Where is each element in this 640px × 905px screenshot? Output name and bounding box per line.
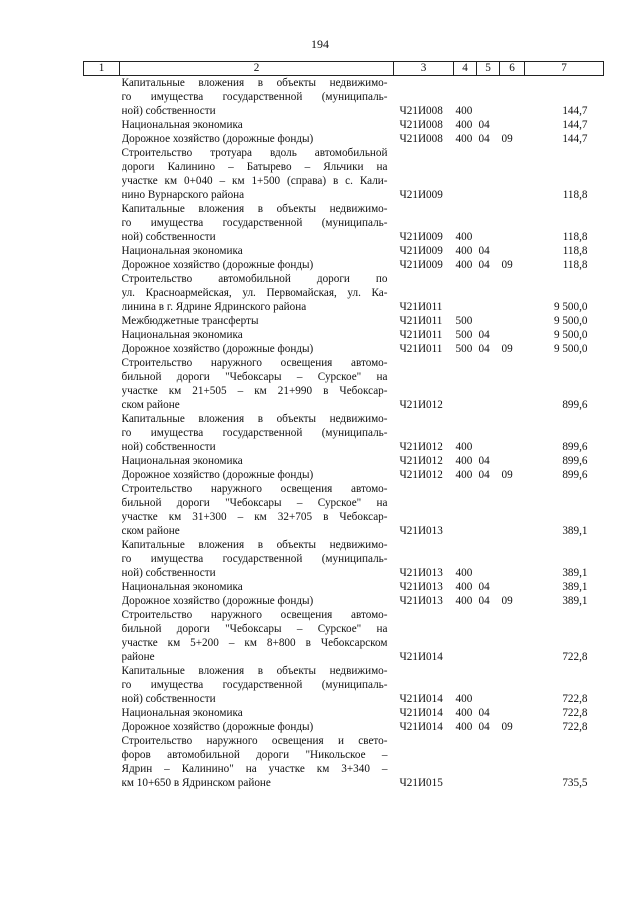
row-name-line: Строительство наружного освещения и свето- bbox=[121, 735, 388, 747]
row-code: Ч21И014 bbox=[399, 707, 443, 719]
row-name-line: форов автомобильной дороги "Никольское – bbox=[121, 749, 388, 761]
row-code: Ч21И009 bbox=[399, 245, 443, 257]
row-name-line: ском районе bbox=[121, 399, 180, 411]
row-name-line: Национальная экономика bbox=[121, 245, 243, 257]
row-col5: 04 bbox=[478, 707, 490, 719]
row-code: Ч21И012 bbox=[399, 469, 443, 481]
row-col4 bbox=[454, 608, 477, 664]
row-name bbox=[120, 342, 394, 356]
row-code: Ч21И013 bbox=[399, 581, 443, 593]
row-col5: 04 bbox=[478, 721, 490, 733]
row-col4 bbox=[454, 146, 477, 202]
row-name-line: Дорожное хозяйство (дорожные фонды) bbox=[121, 133, 314, 145]
row-col5 bbox=[477, 356, 500, 412]
row-name bbox=[120, 328, 394, 342]
row-name-line: Национальная экономика bbox=[121, 119, 243, 131]
row-code: Ч21И011 bbox=[399, 315, 443, 327]
row-name bbox=[120, 720, 394, 734]
table-row bbox=[84, 720, 604, 734]
table-row bbox=[84, 118, 604, 132]
row-name bbox=[120, 468, 394, 482]
row-col6: 09 bbox=[501, 133, 513, 145]
table-row bbox=[84, 706, 604, 720]
row-code: Ч21И011 bbox=[399, 301, 443, 313]
table-row bbox=[84, 132, 604, 146]
row-name-line: ной) собственности bbox=[121, 693, 216, 705]
row-col6: 09 bbox=[501, 595, 513, 607]
row-amount: 9 500,0 bbox=[553, 315, 588, 327]
row-col6 bbox=[500, 734, 525, 790]
cell-col1 bbox=[84, 664, 120, 706]
row-name-line: го имущества государственной (муниципаль- bbox=[121, 217, 388, 229]
row-col4: 400 bbox=[455, 231, 473, 243]
row-name-line: Дорожное хозяйство (дорожные фонды) bbox=[121, 469, 314, 481]
row-col4: 400 bbox=[455, 441, 473, 453]
row-col4: 400 bbox=[455, 455, 473, 467]
row-name-line: го имущества государственной (муниципаль- bbox=[121, 553, 388, 565]
row-name bbox=[120, 314, 394, 328]
row-name bbox=[120, 538, 394, 580]
row-col5: 04 bbox=[478, 133, 490, 145]
row-name-line: Межбюджетные трансферты bbox=[121, 315, 259, 327]
row-col6 bbox=[500, 118, 525, 132]
row-col6: 09 bbox=[501, 343, 513, 355]
cell-col1 bbox=[84, 202, 120, 244]
row-name-line: ной) собственности bbox=[121, 231, 216, 243]
row-name-line: дороги Калинино – Батырево – Яльчики на bbox=[121, 161, 388, 173]
row-col5: 04 bbox=[478, 595, 490, 607]
row-col5 bbox=[477, 146, 500, 202]
row-name-line: участке км 21+505 – км 21+990 в Чебоксар- bbox=[121, 385, 388, 397]
row-col4: 400 bbox=[455, 581, 473, 593]
cell-col1 bbox=[84, 118, 120, 132]
table-row bbox=[84, 468, 604, 482]
row-code: Ч21И011 bbox=[399, 329, 443, 341]
cell-col1 bbox=[84, 146, 120, 202]
row-col5 bbox=[477, 202, 500, 244]
row-name-line: Капитальные вложения в объекты недвижимо- bbox=[121, 665, 388, 677]
table-row bbox=[84, 454, 604, 468]
table-body bbox=[84, 76, 604, 791]
table-row bbox=[84, 356, 604, 412]
row-col4 bbox=[454, 734, 477, 790]
row-code: Ч21И014 bbox=[399, 721, 443, 733]
row-col5 bbox=[477, 734, 500, 790]
row-code: Ч21И014 bbox=[399, 693, 443, 705]
row-name bbox=[120, 118, 394, 132]
row-name-line: Строительство наружного освещения автомо- bbox=[121, 483, 388, 495]
row-amount: 9 500,0 bbox=[553, 329, 588, 341]
row-name-line: Ядрин – Калинино" на участке км 3+340 – bbox=[121, 763, 388, 775]
row-name bbox=[120, 482, 394, 538]
table-row bbox=[84, 608, 604, 664]
row-name bbox=[120, 132, 394, 146]
header-cell: 1 bbox=[84, 62, 120, 76]
table-row bbox=[84, 202, 604, 244]
row-code: Ч21И012 bbox=[399, 399, 443, 411]
row-col4 bbox=[454, 356, 477, 412]
header-cell: 2 bbox=[120, 62, 394, 76]
page-number: 194 bbox=[311, 37, 329, 51]
cell-col1 bbox=[84, 244, 120, 258]
row-name bbox=[120, 76, 394, 119]
row-col6 bbox=[500, 146, 525, 202]
row-name-line: Строительство наружного освещения автомо- bbox=[121, 609, 388, 621]
row-amount: 118,8 bbox=[562, 245, 588, 257]
row-col5 bbox=[477, 664, 500, 706]
row-amount: 118,8 bbox=[562, 231, 588, 243]
row-code: Ч21И015 bbox=[399, 777, 443, 789]
row-col5: 04 bbox=[478, 245, 490, 257]
row-name-line: ной) собственности bbox=[121, 567, 216, 579]
row-col5 bbox=[477, 412, 500, 454]
row-name bbox=[120, 734, 394, 790]
row-amount: 389,1 bbox=[562, 581, 588, 593]
row-name-line: участке км 31+300 – км 32+705 в Чебоксар- bbox=[121, 511, 388, 523]
row-name bbox=[120, 580, 394, 594]
table-row bbox=[84, 538, 604, 580]
row-name-line: бильной дороги "Чебоксары – Сурское" на bbox=[121, 371, 388, 383]
row-name bbox=[120, 258, 394, 272]
row-col5: 04 bbox=[478, 343, 490, 355]
table-row bbox=[84, 272, 604, 314]
row-code: Ч21И012 bbox=[399, 455, 443, 467]
row-name bbox=[120, 664, 394, 706]
row-col6 bbox=[500, 244, 525, 258]
row-col4: 500 bbox=[455, 343, 473, 355]
row-amount: 735,5 bbox=[562, 777, 588, 789]
row-col4: 500 bbox=[455, 315, 473, 327]
table-row bbox=[84, 244, 604, 258]
row-name-line: го имущества государственной (муниципаль- bbox=[121, 427, 388, 439]
row-code: Ч21И009 bbox=[399, 259, 443, 271]
row-name-line: Строительство тротуара вдоль автомобильной bbox=[121, 147, 388, 159]
row-name-line: Национальная экономика bbox=[121, 581, 243, 593]
row-name-line: го имущества государственной (муниципаль- bbox=[121, 679, 388, 691]
table-row bbox=[84, 482, 604, 538]
row-col5 bbox=[477, 76, 500, 119]
row-col6 bbox=[500, 664, 525, 706]
row-name-line: ском районе bbox=[121, 525, 180, 537]
row-col5: 04 bbox=[478, 455, 490, 467]
row-code: Ч21И011 bbox=[399, 343, 443, 355]
row-col4: 400 bbox=[455, 105, 473, 117]
header-cell: 5 bbox=[477, 62, 500, 76]
cell-col1 bbox=[84, 356, 120, 412]
row-col6: 09 bbox=[501, 259, 513, 271]
row-code: Ч21И008 bbox=[399, 133, 443, 145]
row-name-line: Дорожное хозяйство (дорожные фонды) bbox=[121, 259, 314, 271]
row-amount: 9 500,0 bbox=[553, 343, 588, 355]
row-name-line: Капитальные вложения в объекты недвижимо- bbox=[121, 539, 388, 551]
row-col5: 04 bbox=[478, 329, 490, 341]
row-name-line: Строительство автомобильной дороги по bbox=[121, 273, 388, 285]
row-name bbox=[120, 454, 394, 468]
row-name-line: Капитальные вложения в объекты недвижимо- bbox=[121, 413, 388, 425]
row-col6 bbox=[500, 454, 525, 468]
cell-col1 bbox=[84, 594, 120, 608]
row-amount: 899,6 bbox=[562, 399, 588, 411]
row-col6 bbox=[500, 328, 525, 342]
header-cell: 3 bbox=[394, 62, 454, 76]
row-amount: 118,8 bbox=[562, 189, 588, 201]
row-col6 bbox=[500, 412, 525, 454]
row-col6: 09 bbox=[501, 721, 513, 733]
row-name-line: Капитальные вложения в объекты недвижимо- bbox=[121, 77, 388, 89]
row-amount: 722,8 bbox=[562, 693, 588, 705]
row-col6 bbox=[500, 202, 525, 244]
cell-col1 bbox=[84, 482, 120, 538]
budget-table bbox=[83, 61, 604, 790]
row-col6 bbox=[500, 356, 525, 412]
table-row bbox=[84, 146, 604, 202]
row-code: Ч21И009 bbox=[399, 231, 443, 243]
row-code: Ч21И009 bbox=[399, 189, 443, 201]
row-col6 bbox=[500, 538, 525, 580]
row-col4: 400 bbox=[455, 119, 473, 131]
row-col5 bbox=[477, 272, 500, 314]
row-amount: 722,8 bbox=[562, 721, 588, 733]
row-col5: 04 bbox=[478, 119, 490, 131]
cell-col1 bbox=[84, 272, 120, 314]
cell-col1 bbox=[84, 538, 120, 580]
table-row bbox=[84, 314, 604, 328]
header-cell: 6 bbox=[500, 62, 525, 76]
row-code: Ч21И008 bbox=[399, 105, 443, 117]
row-name bbox=[120, 356, 394, 412]
header-cell: 4 bbox=[454, 62, 477, 76]
row-amount: 389,1 bbox=[562, 525, 588, 537]
row-name bbox=[120, 608, 394, 664]
row-col5: 04 bbox=[478, 581, 490, 593]
row-name-line: бильной дороги "Чебоксары – Сурское" на bbox=[121, 623, 388, 635]
row-name-line: бильной дороги "Чебоксары – Сурское" на bbox=[121, 497, 388, 509]
table-row bbox=[84, 412, 604, 454]
row-name-line: Национальная экономика bbox=[121, 707, 243, 719]
cell-col1 bbox=[84, 734, 120, 790]
row-col4: 400 bbox=[455, 721, 473, 733]
row-code: Ч21И012 bbox=[399, 441, 443, 453]
row-amount: 722,8 bbox=[562, 707, 588, 719]
row-amount: 899,6 bbox=[562, 455, 588, 467]
row-name-line: Национальная экономика bbox=[121, 329, 243, 341]
row-col5: 04 bbox=[478, 259, 490, 271]
row-col4: 400 bbox=[455, 469, 473, 481]
table-row bbox=[84, 594, 604, 608]
row-amount: 144,7 bbox=[562, 133, 588, 145]
row-name-line: Национальная экономика bbox=[121, 455, 243, 467]
table-row bbox=[84, 734, 604, 790]
row-name-line: км 10+650 в Ядринском районе bbox=[121, 777, 271, 789]
row-name-line: Капитальные вложения в объекты недвижимо- bbox=[121, 203, 388, 215]
cell-col1 bbox=[84, 580, 120, 594]
row-amount: 9 500,0 bbox=[553, 301, 588, 313]
table-row bbox=[84, 580, 604, 594]
row-name-line: ной) собственности bbox=[121, 441, 216, 453]
cell-col1 bbox=[84, 328, 120, 342]
cell-col1 bbox=[84, 720, 120, 734]
cell-col1 bbox=[84, 76, 120, 119]
row-name-line: Дорожное хозяйство (дорожные фонды) bbox=[121, 721, 314, 733]
row-col6 bbox=[500, 272, 525, 314]
row-name bbox=[120, 594, 394, 608]
row-col4: 500 bbox=[455, 329, 473, 341]
table-row bbox=[84, 258, 604, 272]
row-code: Ч21И008 bbox=[399, 119, 443, 131]
row-col5 bbox=[477, 482, 500, 538]
row-name bbox=[120, 244, 394, 258]
row-col4: 400 bbox=[455, 245, 473, 257]
row-col6: 09 bbox=[501, 469, 513, 481]
row-col4: 400 bbox=[455, 707, 473, 719]
row-name-line: Дорожное хозяйство (дорожные фонды) bbox=[121, 343, 314, 355]
cell-col1 bbox=[84, 412, 120, 454]
row-col5 bbox=[477, 608, 500, 664]
cell-col1 bbox=[84, 314, 120, 328]
row-col4: 400 bbox=[455, 259, 473, 271]
row-amount: 722,8 bbox=[562, 651, 588, 663]
row-col6 bbox=[500, 314, 525, 328]
row-code: Ч21И013 bbox=[399, 567, 443, 579]
row-amount: 899,6 bbox=[562, 469, 588, 481]
cell-col1 bbox=[84, 468, 120, 482]
row-col5: 04 bbox=[478, 469, 490, 481]
row-col4: 400 bbox=[455, 693, 473, 705]
row-col6 bbox=[500, 482, 525, 538]
row-amount: 144,7 bbox=[562, 105, 588, 117]
cell-col1 bbox=[84, 132, 120, 146]
header-cell: 7 bbox=[525, 62, 604, 76]
row-col4: 400 bbox=[455, 567, 473, 579]
row-name-line: участке км 0+040 – км 1+500 (справа) в с. Кали- bbox=[121, 175, 388, 187]
row-amount: 144,7 bbox=[562, 119, 588, 131]
row-name-line: Строительство наружного освещения автомо- bbox=[121, 357, 388, 369]
header-row bbox=[84, 62, 604, 76]
row-name-line: нино Вурнарского района bbox=[121, 189, 245, 201]
table-row bbox=[84, 342, 604, 356]
row-col4 bbox=[454, 272, 477, 314]
cell-col1 bbox=[84, 608, 120, 664]
row-name-line: Дорожное хозяйство (дорожные фонды) bbox=[121, 595, 314, 607]
table-row bbox=[84, 664, 604, 706]
row-code: Ч21И013 bbox=[399, 595, 443, 607]
cell-col1 bbox=[84, 706, 120, 720]
row-col5 bbox=[477, 314, 500, 328]
row-col4: 400 bbox=[455, 133, 473, 145]
cell-col1 bbox=[84, 342, 120, 356]
row-col6 bbox=[500, 706, 525, 720]
row-name bbox=[120, 706, 394, 720]
row-amount: 118,8 bbox=[562, 259, 588, 271]
row-col4: 400 bbox=[455, 595, 473, 607]
cell-col1 bbox=[84, 258, 120, 272]
row-name bbox=[120, 272, 394, 314]
row-amount: 899,6 bbox=[562, 441, 588, 453]
row-amount: 389,1 bbox=[562, 595, 588, 607]
row-name bbox=[120, 146, 394, 202]
row-col6 bbox=[500, 580, 525, 594]
row-name bbox=[120, 412, 394, 454]
row-amount: 389,1 bbox=[562, 567, 588, 579]
row-name-line: ул. Красноармейская, ул. Первомайская, ул. Ка- bbox=[121, 287, 388, 299]
row-name bbox=[120, 202, 394, 244]
row-col6 bbox=[500, 76, 525, 119]
row-col5 bbox=[477, 538, 500, 580]
row-name-line: участке км 5+200 – км 8+800 в Чебоксарском bbox=[121, 637, 388, 649]
row-code: Ч21И014 bbox=[399, 651, 443, 663]
row-name-line: го имущества государственной (муниципаль- bbox=[121, 91, 388, 103]
table-row bbox=[84, 328, 604, 342]
row-code: Ч21И013 bbox=[399, 525, 443, 537]
table-row bbox=[84, 76, 604, 119]
cell-col1 bbox=[84, 454, 120, 468]
row-name-line: ной) собственности bbox=[121, 105, 216, 117]
row-name-line: линина в г. Ядрине Ядринского района bbox=[121, 301, 307, 313]
row-col4 bbox=[454, 482, 477, 538]
table-header bbox=[84, 62, 604, 76]
row-name-line: районе bbox=[121, 651, 155, 663]
row-col6 bbox=[500, 608, 525, 664]
